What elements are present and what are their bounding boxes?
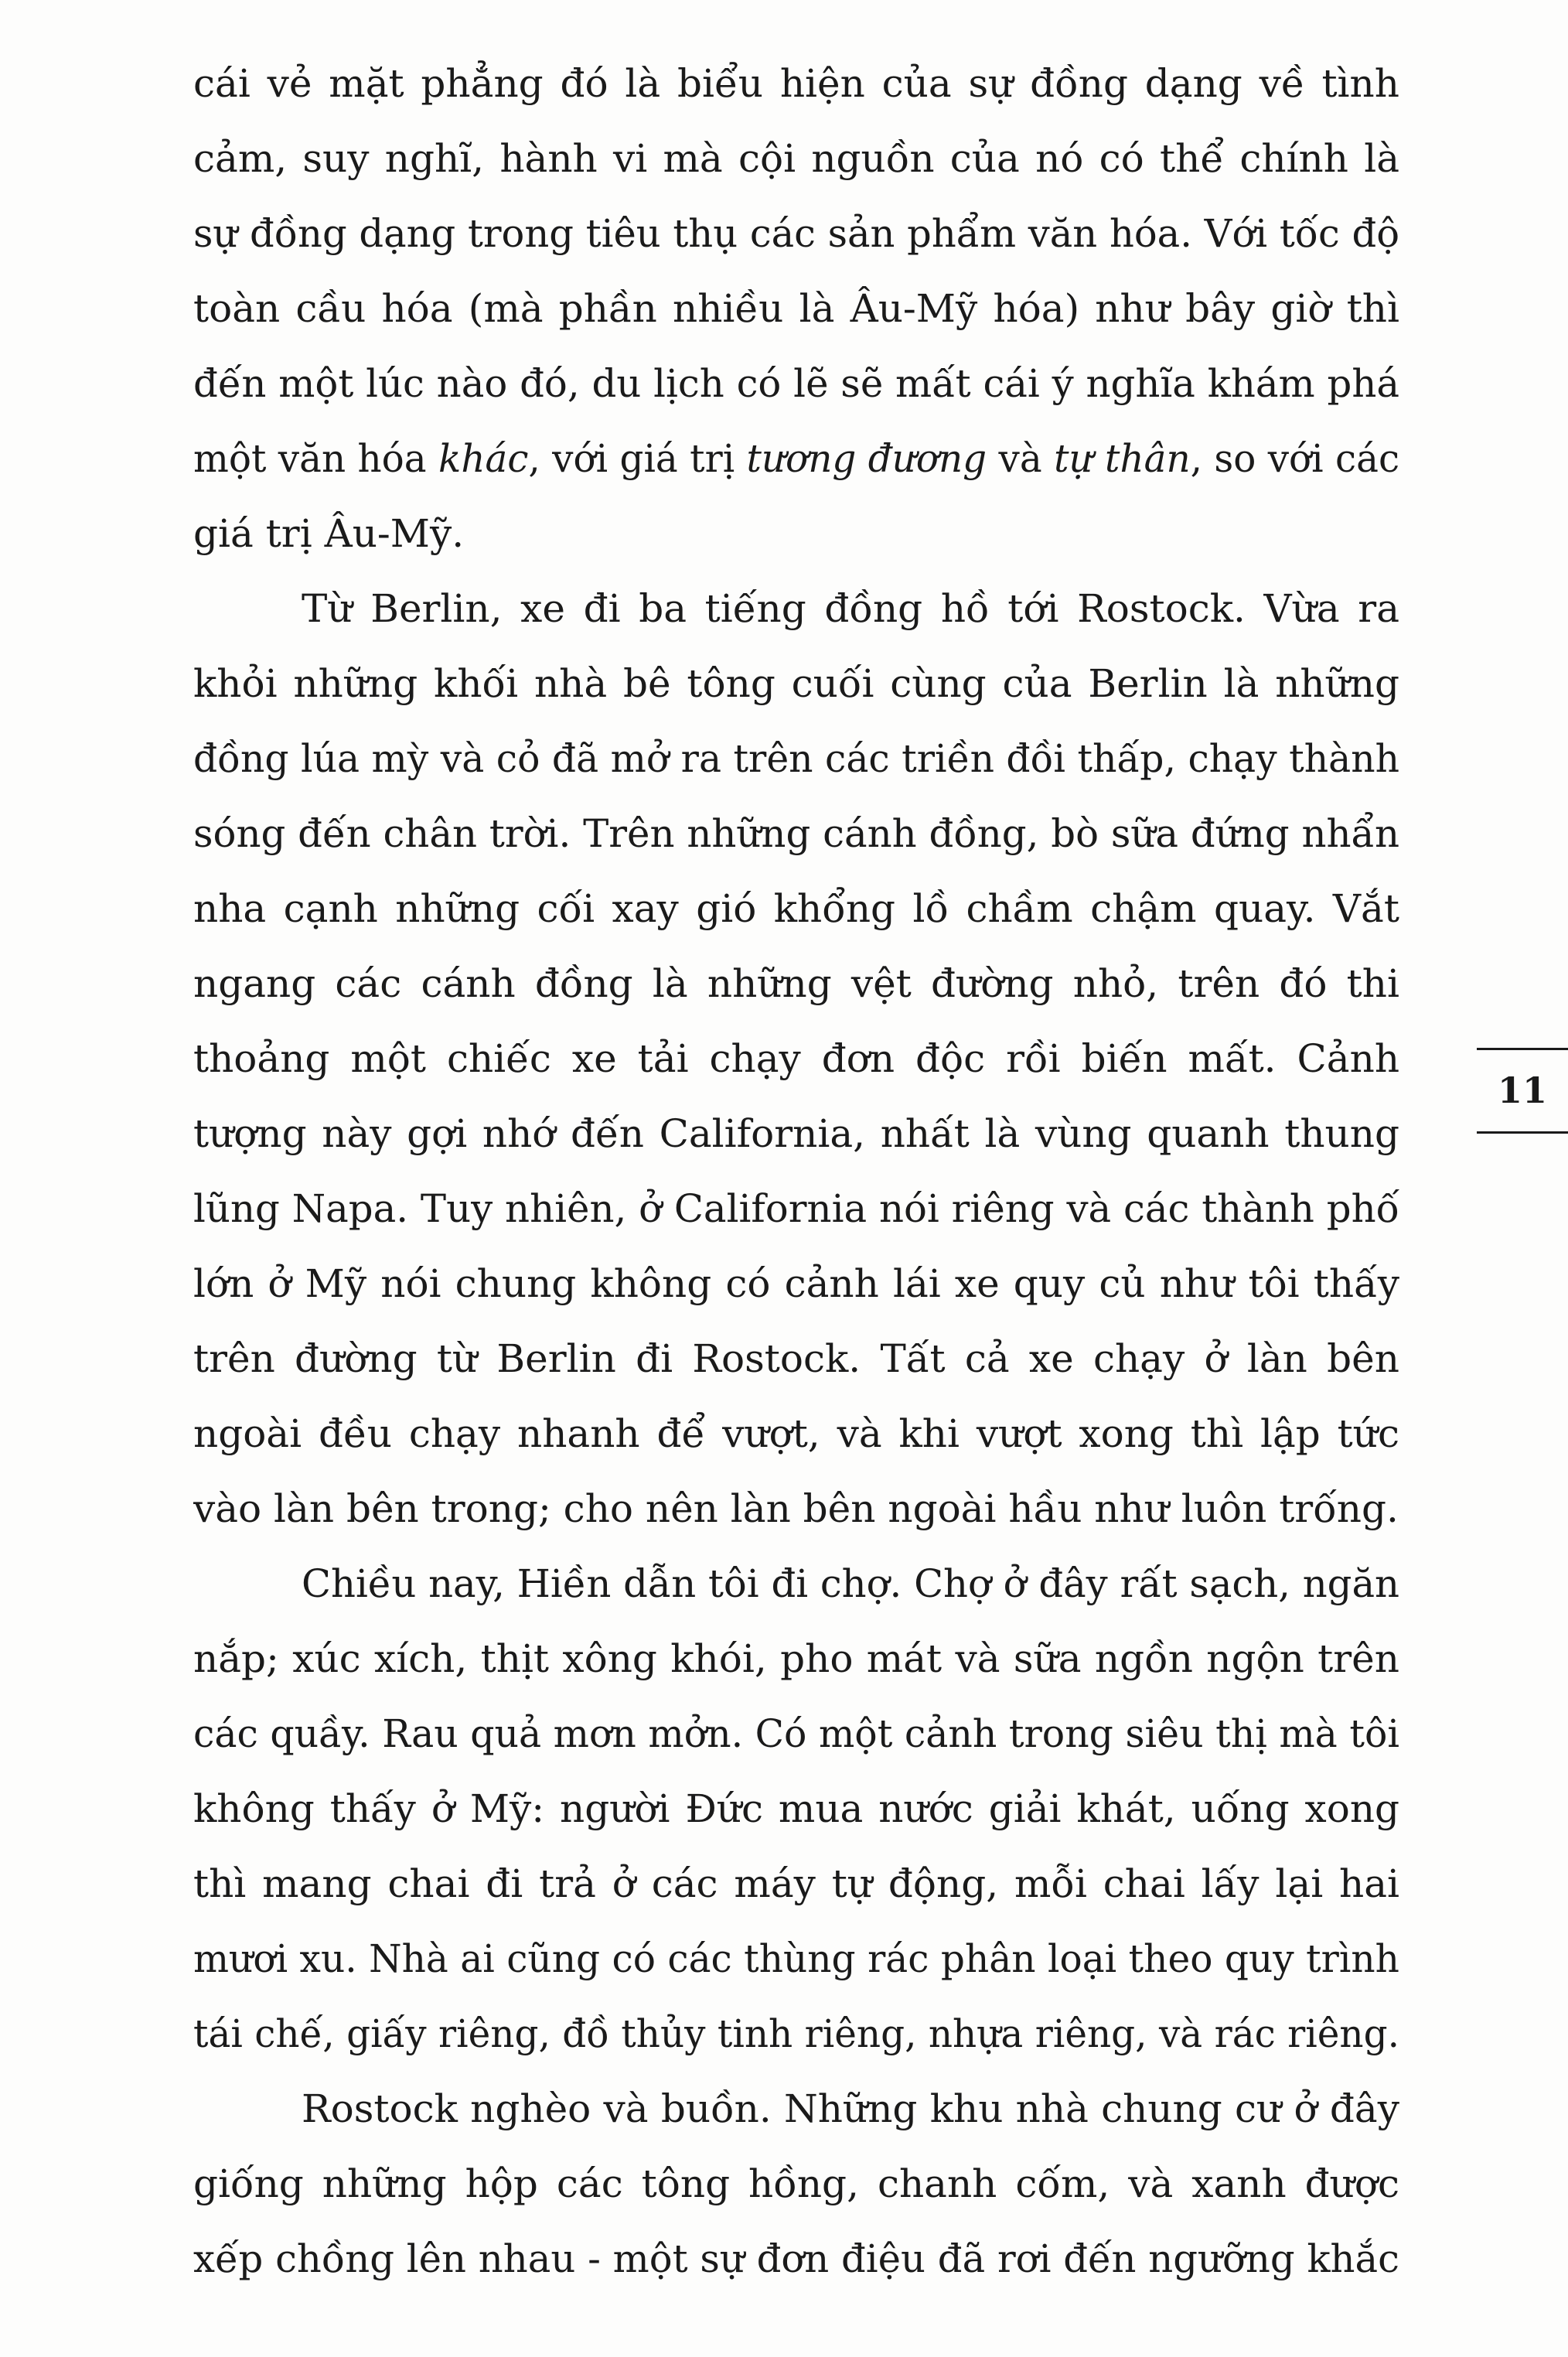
text-segment: đồng lúa mỳ và cỏ đã mở ra trên các triền đồi thấp, chạy thành [193, 736, 1399, 781]
text-segment: sự đồng dạng trong tiêu thụ các sản phẩm văn hóa. Với tốc độ [193, 211, 1399, 256]
text-segment: Từ Berlin, xe đi ba tiếng đồng hồ tới Rostock. Vừa ra [302, 586, 1399, 631]
text-line [193, 346, 1399, 421]
italic-text: khác [438, 436, 529, 481]
text-segment: giống những hộp các tông hồng, chanh cốm, và xanh được [193, 2161, 1399, 2206]
text-segment: trên đường từ Berlin đi Rostock. Tất cả xe chạy ở làn bên [193, 1336, 1399, 1381]
text-line [193, 1847, 1399, 1922]
text-line [193, 2222, 1399, 2297]
text-segment: ngoài đều chạy nhanh để vượt, và khi vượt xong thì lập tức [193, 1411, 1399, 1456]
text-segment: và [987, 436, 1055, 481]
text-line [193, 421, 1399, 496]
text-segment: cảm, suy nghĩ, hành vi mà cội nguồn của nó có thể chính là [193, 136, 1399, 181]
text-segment: sóng đến chân trời. Trên những cánh đồng, bò sữa đứng nhẩn [193, 811, 1399, 856]
text-segment: khỏi những khối nhà bê tông cuối cùng của Berlin là những [193, 661, 1399, 706]
text-line [193, 721, 1399, 796]
text-line [193, 1397, 1399, 1472]
text-line [193, 196, 1399, 271]
text-line [193, 1247, 1399, 1322]
text-segment: lũng Napa. Tuy nhiên, ở California nói riêng và các thành phố [193, 1186, 1399, 1231]
page-number-rule-top [1477, 1048, 1568, 1050]
text-segment: cái vẻ mặt phẳng đó là biểu hiện của sự đồng dạng về tình [193, 61, 1399, 106]
text-segment: tái chế, giấy riêng, đồ thủy tinh riêng, nhựa riêng, và rác riêng. [193, 2011, 1399, 2056]
text-segment: lớn ở Mỹ nói chung không có cảnh lái xe quy củ như tôi thấy [193, 1261, 1399, 1306]
text-line [193, 796, 1399, 872]
text-line [193, 1922, 1399, 1997]
text-line [193, 646, 1399, 721]
italic-text: tự thân [1054, 436, 1191, 481]
text-segment: , với giá trị [528, 436, 747, 481]
italic-text: tương đương [746, 436, 987, 481]
text-segment: toàn cầu hóa (mà phần nhiều là Âu-Mỹ hóa) như bây giờ thì [193, 286, 1399, 331]
page-number-box [1477, 1048, 1568, 1148]
text-line [193, 2147, 1399, 2222]
text-segment: các quầy. Rau quả mơn mởn. Có một cảnh trong siêu thị mà tôi [193, 1711, 1399, 1756]
text-segment: vào làn bên trong; cho nên làn bên ngoài hầu như luôn trống. [193, 1486, 1399, 1531]
text-line [193, 1622, 1399, 1697]
text-segment: một văn hóa [193, 436, 439, 481]
page-number-rule-bottom [1477, 1131, 1568, 1134]
text-line [193, 571, 1399, 646]
text-segment: Rostock nghèo và buồn. Những khu nhà chung cư ở đây [302, 2086, 1399, 2131]
text-segment: nha cạnh những cối xay gió khổng lồ chầm chậm quay. Vắt [193, 886, 1399, 931]
text-segment: Chiều nay, Hiền dẫn tôi đi chợ. Chợ ở đây rất sạch, ngăn [302, 1561, 1399, 1606]
text-segment: mươi xu. Nhà ai cũng có các thùng rác phân loại theo quy trình [193, 1936, 1399, 1981]
body-text [193, 46, 1399, 2297]
text-line [193, 271, 1399, 346]
text-line [193, 1172, 1399, 1247]
text-segment: thoảng một chiếc xe tải chạy đơn độc rồi biến mất. Cảnh [193, 1036, 1399, 1081]
text-segment: thì mang chai đi trả ở các máy tự động, mỗi chai lấy lại hai [193, 1861, 1399, 1906]
text-segment: xếp chồng lên nhau - một sự đơn điệu đã rơi đến ngưỡng khắc [193, 2236, 1399, 2281]
text-segment: không thấy ở Mỹ: người Đức mua nước giải khát, uống xong [193, 1786, 1399, 1831]
text-line [193, 496, 1399, 571]
text-line [193, 1472, 1399, 1547]
text-line [193, 1997, 1399, 2072]
text-line [193, 1322, 1399, 1397]
text-line [193, 121, 1399, 196]
text-line [193, 1022, 1399, 1097]
text-line [193, 1097, 1399, 1172]
text-line [193, 1547, 1399, 1622]
text-line [193, 1772, 1399, 1847]
text-line [193, 2072, 1399, 2147]
text-line [193, 872, 1399, 947]
text-segment: đến một lúc nào đó, du lịch có lẽ sẽ mất cái ý nghĩa khám phá [193, 361, 1399, 406]
text-line [193, 1697, 1399, 1772]
text-segment: nắp; xúc xích, thịt xông khói, pho mát và sữa ngồn ngộn trên [193, 1636, 1399, 1681]
text-line [193, 46, 1399, 121]
text-segment: tượng này gợi nhớ đến California, nhất là vùng quanh thung [193, 1111, 1399, 1156]
text-segment: ngang các cánh đồng là những vệt đường nhỏ, trên đó thi [193, 961, 1399, 1006]
text-line [193, 947, 1399, 1022]
page-number: 11 [1497, 1069, 1547, 1111]
text-segment: , so với các [1190, 436, 1399, 481]
text-segment: giá trị Âu-Mỹ. [193, 511, 465, 556]
